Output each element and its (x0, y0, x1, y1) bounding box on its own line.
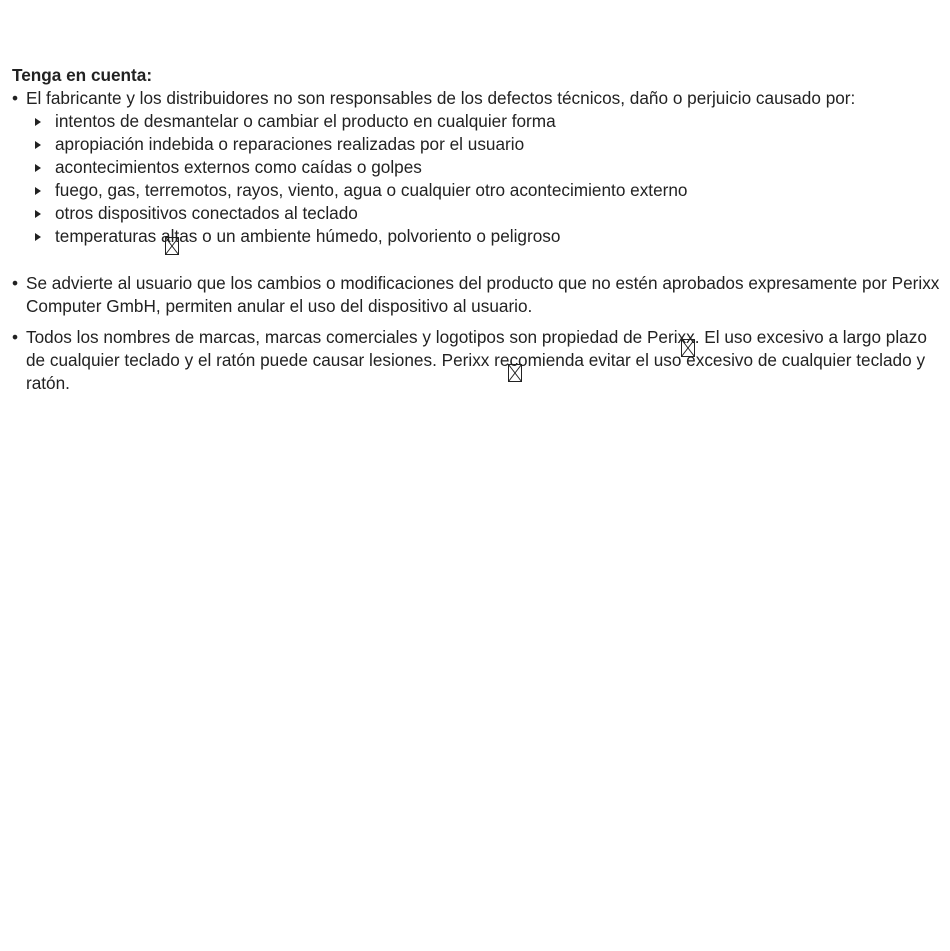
triangle-bullet-icon (35, 118, 41, 126)
triangle-bullet-icon (35, 141, 41, 149)
notice-heading: Tenga en cuenta: (12, 65, 153, 85)
list-item (12, 179, 948, 202)
list-item (12, 110, 948, 133)
bullet-marker: • (12, 273, 19, 293)
list-item-text: otros dispositivos conectados al teclado (55, 203, 358, 223)
bullet-liability-text: El fabricante y los distribuidores no son responsables de los defectos técnicos, daño o perjuicio causado por: (26, 88, 856, 108)
bullet-marker: • (12, 88, 19, 108)
list-item (12, 156, 948, 179)
list-item-text: fuego, gas, terremotos, rayos, viento, agua o cualquier otro acontecimiento externo (55, 180, 688, 200)
missing-glyph-icon (681, 339, 695, 357)
triangle-bullet-icon (35, 210, 41, 218)
missing-glyph-icon (165, 237, 179, 255)
missing-glyph-icon (508, 364, 522, 382)
list-item-text: intentos de desmantelar o cambiar el producto en cualquier forma (55, 111, 556, 131)
spacer (12, 248, 948, 272)
list-item-text: acontecimientos externos como caídas o golpes (55, 157, 422, 177)
list-item-text: temperaturas altas o un ambiente húmedo, polvoriento o peligroso (55, 226, 561, 246)
bullet-trademarks-text: Todos los nombres de marcas, marcas comerciales y logotipos son propiedad de Perixx. El uso excesivo a largo plazo de cualquier teclado y el ratón puede causar lesiones. Perixx recomienda evitar el uso excesivo de cualquier teclado y ratón. (26, 327, 927, 393)
list-item (12, 133, 948, 156)
list-item-text: apropiación indebida o reparaciones realizadas por el usuario (55, 134, 525, 154)
liability-causes-list (12, 110, 948, 248)
triangle-bullet-icon (35, 164, 41, 172)
bullet-trademarks (12, 326, 948, 395)
bullet-modifications-text: Se advierte al usuario que los cambios o modificaciones del producto que no estén aprobados expresamente por Perixx Computer GmbH, permiten anular el uso del dispositivo al usuario. (26, 273, 940, 316)
bullet-liability (12, 87, 948, 110)
bullet-marker: • (12, 327, 19, 347)
notice-document (12, 64, 948, 395)
triangle-bullet-icon (35, 233, 41, 241)
list-item (12, 225, 948, 248)
bullet-modifications (12, 272, 948, 318)
triangle-bullet-icon (35, 187, 41, 195)
list-item (12, 202, 948, 225)
